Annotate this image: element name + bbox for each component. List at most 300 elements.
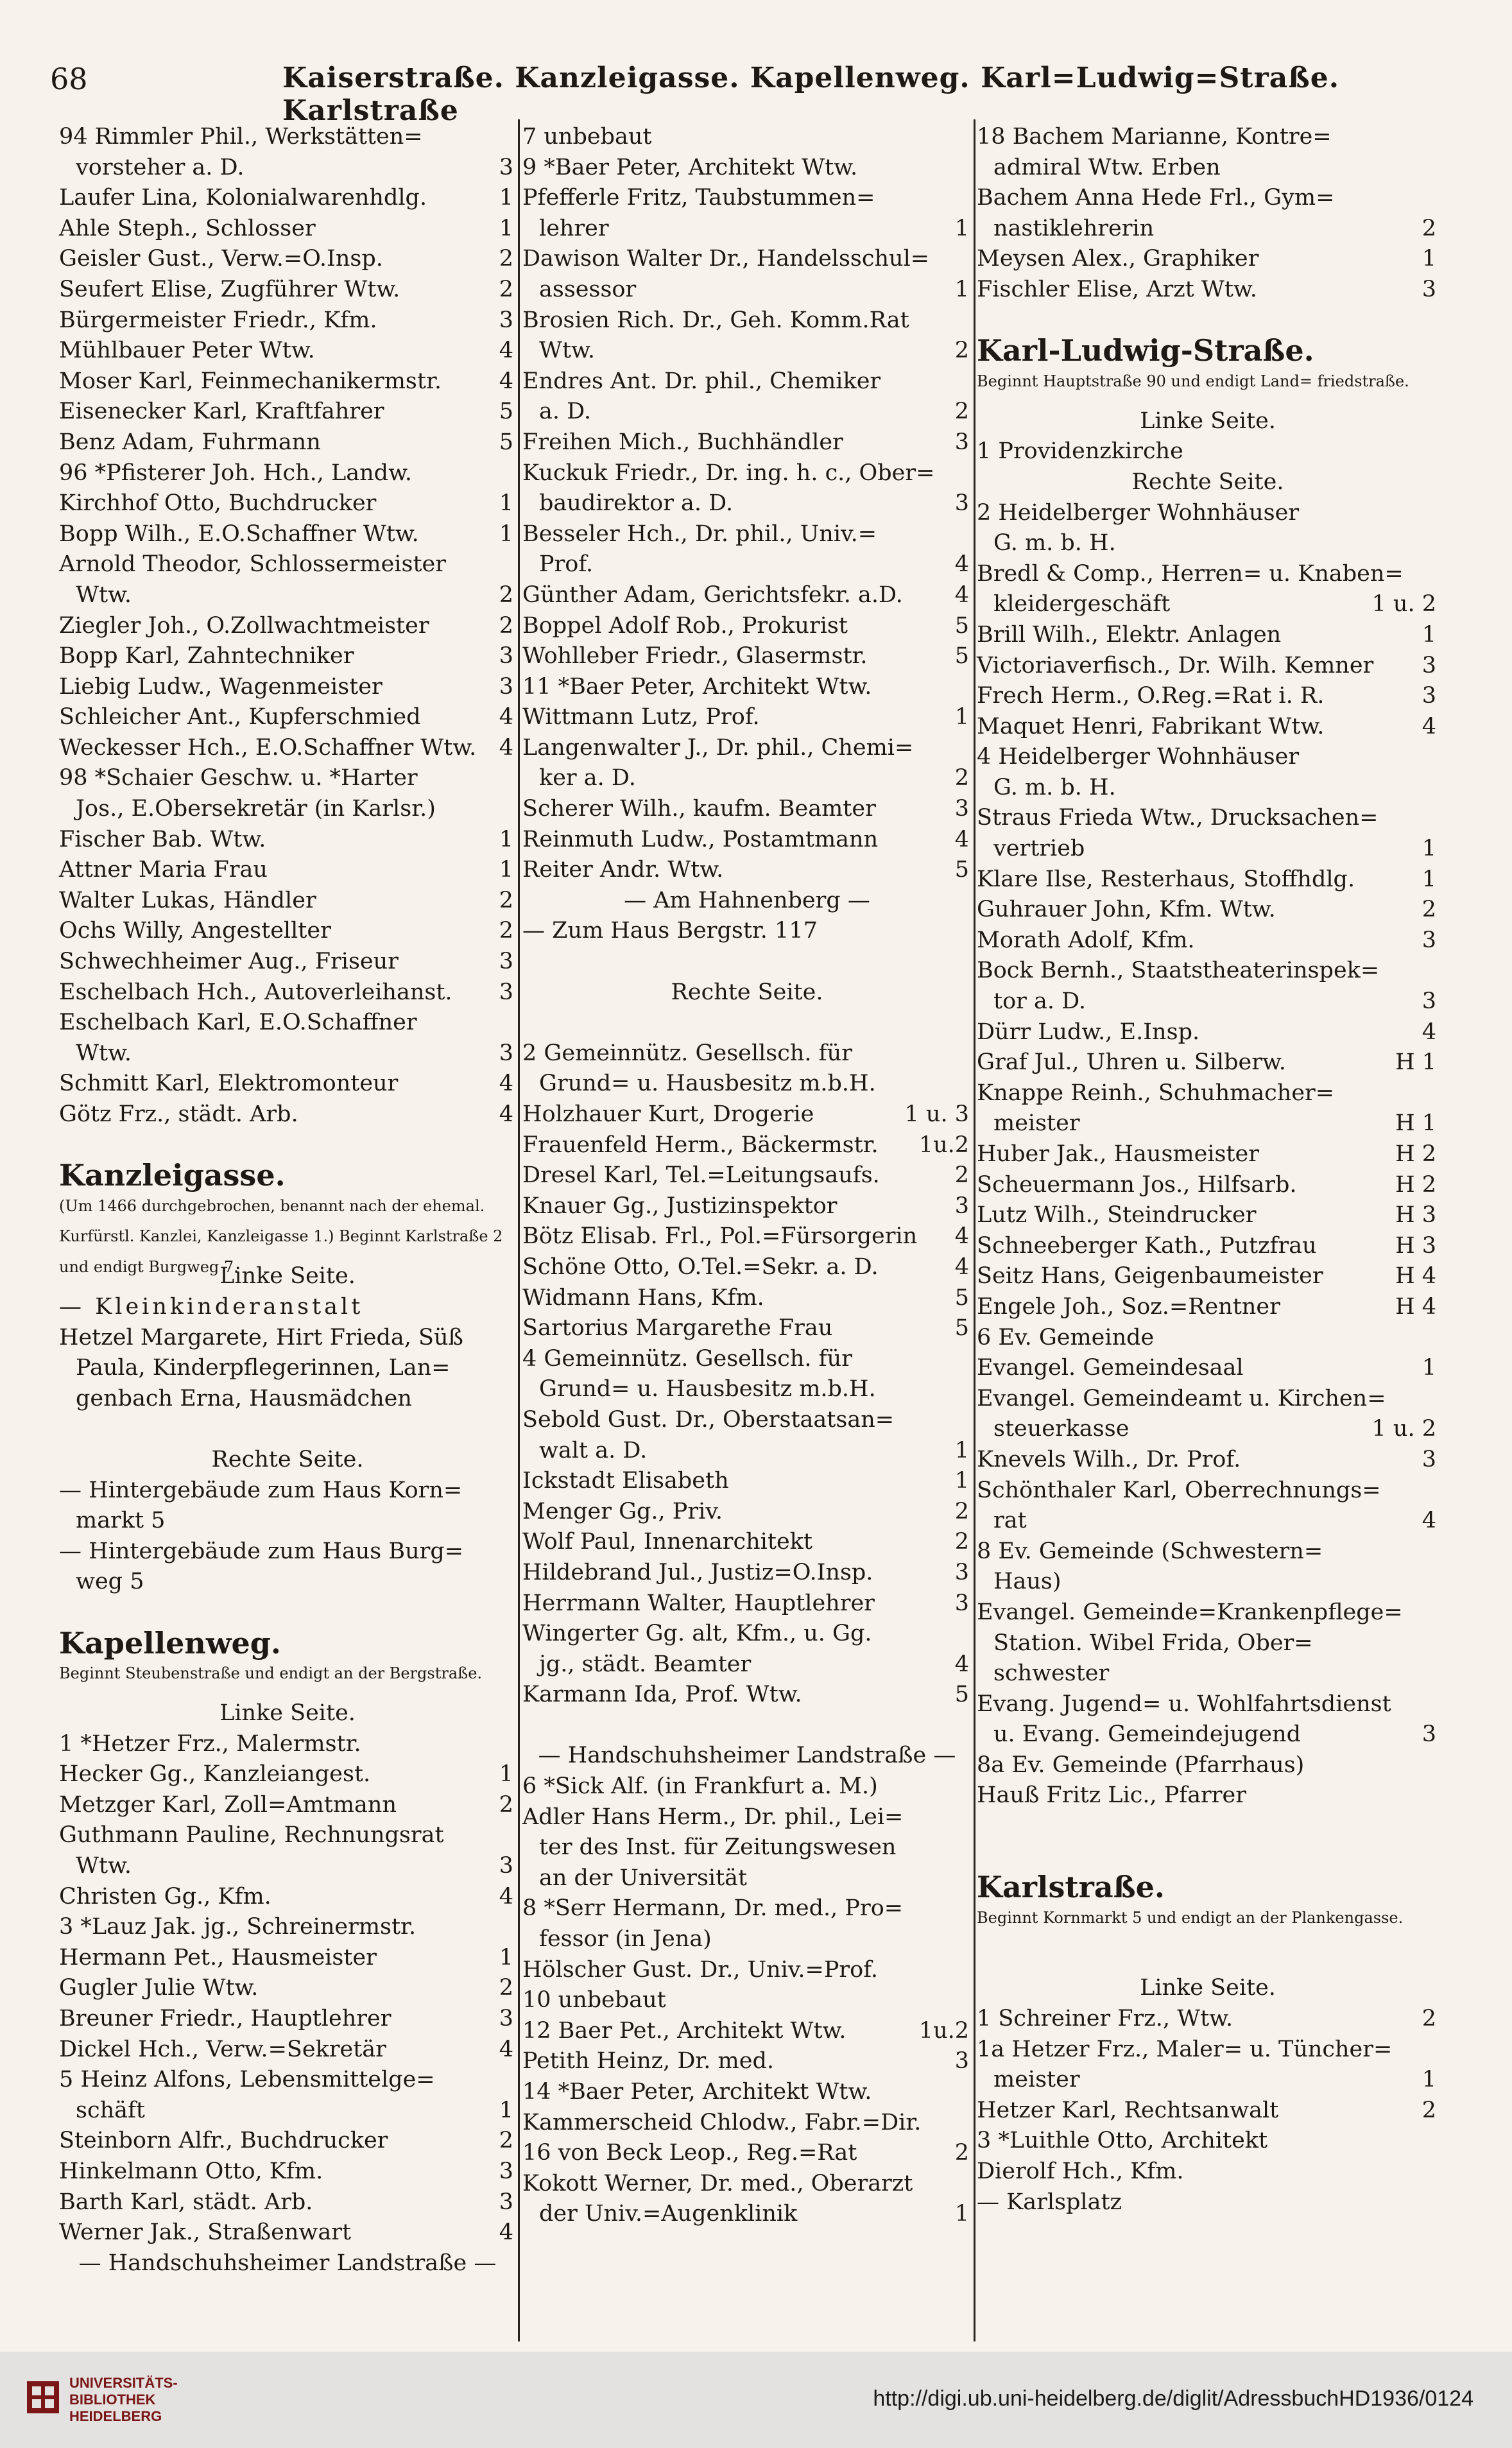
floor-number: 5 (499, 429, 513, 455)
entry-text: Schmitt Karl, Elektromonteur (59, 1071, 399, 1097)
street-heading (59, 1160, 516, 1191)
entry-text: Lutz Wilh., Steindrucker (977, 1202, 1257, 1228)
street-heading (59, 1625, 516, 1660)
directory-line (977, 559, 1439, 590)
floor-number: 5 (954, 643, 969, 669)
floor-number: H 2 (1395, 1141, 1436, 1167)
directory-line (977, 153, 1439, 184)
entry-text: Dresel Karl, Tel.=Leitungsaufs. (522, 1162, 880, 1189)
directory-line (522, 702, 972, 733)
directory-line (522, 1344, 972, 1375)
directory-line (522, 1650, 972, 1680)
floor-number: 1 (1422, 866, 1436, 892)
floor-number: 3 (499, 1040, 513, 1066)
directory-line (522, 1099, 972, 1130)
floor-number: 1u.2 (918, 2017, 969, 2044)
directory-line (977, 1414, 1439, 1445)
floor-number: 1 (954, 2201, 969, 2227)
entry-text: Breuner Friedr., Hauptlehrer (59, 2006, 391, 2032)
floor-number: 2 (1422, 2006, 1436, 2032)
floor-number: 1 (1422, 1355, 1436, 1381)
entry-text: Grund= u. Hausbesitz m.b.H. (539, 1071, 876, 1097)
entry-text: Menger Gg., Priv. (522, 1498, 723, 1524)
entry-text: weg 5 (76, 1569, 144, 1595)
directory-line (59, 1882, 516, 1913)
entry-text: Scherer Wilh., kaufm. Beamter (522, 796, 876, 822)
floor-number: 4 (954, 551, 969, 578)
directory-line (59, 855, 516, 886)
directory-line (977, 620, 1439, 651)
entry-text: u. Evang. Gemeindejugend (993, 1721, 1302, 1748)
floor-number: 3 (499, 949, 513, 975)
directory-line (59, 153, 516, 184)
entry-text: schäft (76, 2097, 145, 2123)
entry-text: Götz Frz., städt. Arb. (59, 1101, 298, 1127)
entry-text: Besseler Hch., Dr. phil., Univ.= (522, 521, 877, 547)
directory-line (59, 1008, 516, 1039)
entry-text: ter des Inst. für Zeitungswesen (539, 1834, 897, 1861)
directory-line (59, 427, 516, 458)
directory-line (977, 803, 1439, 834)
directory-line (977, 589, 1439, 620)
entry-text: Gugler Julie Wtw. (59, 1975, 259, 2001)
floor-number: 2 (499, 1791, 513, 1818)
entry-text: Kapellenweg. (59, 1625, 281, 1660)
entry-text: — Hintergebäude zum Haus Burg= (59, 1538, 464, 1564)
entry-text: Rechte Seite. (1131, 469, 1284, 495)
floor-number: 1 (499, 857, 513, 883)
entry-text: 14 *Baer Peter, Architekt Wtw. (522, 2079, 872, 2105)
entry-text: Bopp Wilh., E.O.Schaffner Wtw. (59, 521, 419, 547)
entry-text: 4 Heidelberger Wohnhäuser (977, 744, 1300, 770)
directory-line (977, 651, 1439, 682)
floor-number: 1 (499, 215, 513, 241)
library-name (69, 2375, 178, 2425)
directory-line (977, 926, 1439, 956)
directory-line (977, 498, 1439, 529)
directory-line (977, 865, 1439, 895)
entry-text: Grund= u. Hausbesitz m.b.H. (539, 1376, 876, 1402)
entry-text: der Univ.=Augenklinik (539, 2201, 798, 2227)
directory-line (522, 1069, 972, 1099)
entry-text: Bredl & Comp., Herren= u. Knaben= (977, 560, 1404, 587)
floor-number: 3 (499, 2189, 513, 2215)
directory-line (59, 1820, 516, 1851)
directory-line (977, 1139, 1439, 1170)
entry-text: Ziegler Joh., O.Zollwachtmeister (59, 612, 429, 639)
directory-line (59, 1759, 516, 1790)
directory-line (977, 436, 1439, 467)
entry-text: Bachem Anna Hede Frl., Gym= (977, 185, 1335, 211)
floor-number: 4 (954, 1223, 969, 1250)
directory-line (59, 458, 516, 489)
floor-number: H 4 (1395, 1263, 1436, 1289)
floor-number: 2 (1422, 2097, 1436, 2123)
floor-number: 4 (499, 2036, 513, 2062)
directory-line (977, 1292, 1439, 1323)
side-heading (59, 2248, 516, 2279)
entry-text: baudirektor a. D. (539, 490, 734, 517)
entry-text: 18 Bachem Marianne, Kontre= (977, 124, 1332, 150)
directory-line (522, 1589, 972, 1619)
entry-text: Metzger Karl, Zoll=Amtmann (59, 1791, 397, 1818)
entry-text: an der Universität (539, 1865, 748, 1891)
street-heading (977, 1872, 1439, 1903)
directory-line (522, 1619, 972, 1650)
entry-text: 1 Schreiner Frz., Wtw. (977, 2006, 1233, 2032)
floor-number: 1 (499, 2097, 513, 2123)
entry-text: Benz Adam, Fuhrmann (59, 429, 321, 455)
floor-number: 2 (954, 399, 969, 425)
directory-line (977, 1261, 1439, 1292)
directory-line (59, 122, 516, 153)
running-title: Kaiserstraße. Kanzleigasse. Kapellenweg. Karl=Ludwig=Straße. Karlstraße (282, 62, 1340, 127)
entry-text: — Hintergebäude zum Haus Korn= (59, 1477, 463, 1503)
entry-text: assessor (539, 276, 637, 302)
entry-text: Liebig Ludw., Wagenmeister (59, 673, 382, 700)
directory-line (59, 1323, 516, 1354)
floor-number: 1 (1422, 2067, 1436, 2093)
directory-line (522, 1008, 972, 1039)
entry-text: Paula, Kinderpflegerinnen, Lan= (76, 1355, 451, 1381)
floor-number: 1 (1422, 621, 1436, 648)
floor-number: 1 u. 2 (1371, 1416, 1436, 1442)
entry-text: Rechte Seite. (211, 1446, 364, 1472)
entry-text: Kirchhof Otto, Buchdrucker (59, 490, 377, 517)
directory-line (59, 519, 516, 550)
entry-text: Bock Bernh., Staatstheaterinspek= (977, 958, 1380, 984)
directory-line (977, 2187, 1439, 2218)
directory-line (977, 183, 1439, 214)
directory-line (522, 2108, 972, 2139)
directory-line (977, 1200, 1439, 1231)
entry-text: — Kleinkinderanstalt (59, 1293, 364, 1320)
directory-line (522, 733, 972, 764)
entry-text: Christen Gg., Kfm. (59, 1883, 271, 1909)
entry-text: Weckesser Hch., E.O.Schaffner Wtw. (59, 734, 477, 761)
entry-text: Schleicher Ant., Kupferschmied (59, 704, 421, 730)
entry-text: — Zum Haus Bergstr. 117 (522, 918, 818, 944)
side-heading (522, 978, 972, 1008)
floor-number: 1 (499, 1944, 513, 1970)
entry-text: kleidergeschäft (993, 591, 1171, 617)
entry-text: — Handschuhsheimer Landstraße — (78, 2250, 497, 2276)
entry-text: Fischler Elise, Arzt Wtw. (977, 276, 1257, 302)
entry-text: 3 *Luithle Otto, Architekt (977, 2128, 1268, 2154)
entry-text: Hermann Pet., Hausmeister (59, 1944, 377, 1970)
entry-text: G. m. b. H. (993, 774, 1116, 800)
floor-number: 2 (499, 582, 513, 608)
entry-text: nastiklehrerin (993, 215, 1155, 241)
floor-number: 4 (499, 2220, 513, 2246)
entry-text: 98 *Schaier Geschw. u. *Harter (59, 765, 418, 791)
entry-text: 1 Providenzkirche (977, 438, 1183, 465)
entry-text: Maquet Henri, Fabrikant Wtw. (977, 713, 1325, 739)
floor-number: 4 (499, 734, 513, 761)
directory-line (522, 1191, 972, 1222)
entry-text: Graf Jul., Uhren u. Silberw. (977, 1049, 1286, 1076)
directory-line (977, 681, 1439, 712)
directory-line (522, 488, 972, 519)
directory-line (977, 528, 1439, 559)
entry-text: ker a. D. (539, 765, 636, 791)
entry-text: Beginnt Hauptstraße 90 und endigt Land= friedstraße. (977, 372, 1409, 390)
directory-line (522, 1893, 972, 1924)
floor-number: 4 (499, 1101, 513, 1127)
entry-text: Schöne Otto, O.Tel.=Sekr. a. D. (522, 1254, 879, 1280)
floor-number: 2 (1422, 897, 1436, 923)
entry-text: Herrmann Walter, Hauptlehrer (522, 1590, 875, 1616)
entry-text: 11 *Baer Peter, Architekt Wtw. (522, 673, 872, 700)
entry-text: Karlstraße. (977, 1870, 1165, 1905)
entry-text: 6 Ev. Gemeinde (977, 1324, 1155, 1350)
entry-text: Mühlbauer Peter Wtw. (59, 338, 315, 364)
floor-number: 2 (499, 918, 513, 944)
footer-bar (0, 2352, 1512, 2448)
entry-text: Reinmuth Ludw., Postamtmann (522, 826, 879, 852)
floor-number: 3 (499, 979, 513, 1005)
entry-text: Ochs Willy, Angestellter (59, 918, 331, 944)
entry-text: Straus Frieda Wtw., Drucksachen= (977, 805, 1379, 831)
entry-text: Ickstadt Elisabeth (522, 1468, 729, 1494)
entry-text: Hetzel Margarete, Hirt Frieda, Süß (59, 1324, 463, 1350)
floor-number: 3 (1422, 652, 1436, 678)
directory-line (522, 122, 972, 153)
directory-line (522, 2169, 972, 2200)
directory-line (977, 306, 1439, 336)
entry-text: Langenwalter J., Dr. phil., Chemi= (522, 734, 914, 761)
directory-line (59, 336, 516, 366)
entry-text: Knappe Reinh., Schuhmacher= (977, 1080, 1335, 1106)
directory-line (977, 1811, 1439, 1842)
floor-number: 4 (499, 704, 513, 730)
floor-number: H 1 (1395, 1049, 1436, 1076)
directory-line (977, 122, 1439, 153)
floor-number: 4 (954, 826, 969, 852)
directory-line (977, 1231, 1439, 1262)
entry-text: Kuckuk Friedr., Dr. ing. h. c., Ober= (522, 460, 935, 486)
directory-line (522, 1802, 972, 1833)
floor-number: 2 (954, 1162, 969, 1189)
entry-text: Reiter Andr. Wtw. (522, 857, 724, 883)
source-url-link[interactable]: http://digi.ub.uni-heidelberg.de/diglit/AdressbuchHD1936/0124 (873, 2386, 1473, 2411)
directory-line (977, 1720, 1439, 1750)
entry-text: Hildebrand Jul., Justiz=O.Insp. (522, 1559, 873, 1585)
directory-line (522, 1130, 972, 1161)
entry-text: 7 unbebaut (522, 124, 652, 150)
directory-line (522, 2046, 972, 2077)
floor-number: 1u.2 (918, 1132, 969, 1158)
floor-number: 2 (499, 276, 513, 302)
entry-text: 3 *Lauz Jak. jg., Schreinermstr. (59, 1914, 417, 1940)
entry-text: Schneeberger Kath., Putzfrau (977, 1232, 1317, 1259)
directory-line (522, 306, 972, 336)
directory-line (59, 2187, 516, 2218)
directory-line (522, 1711, 972, 1741)
entry-text: steuerkasse (993, 1416, 1130, 1442)
directory-line (522, 1497, 972, 1528)
floor-number: 4 (954, 582, 969, 608)
floor-number: 5 (954, 612, 969, 639)
directory-line (59, 702, 516, 733)
side-heading (977, 467, 1439, 498)
directory-line (522, 1832, 972, 1863)
entry-text: Beginnt Steubenstraße und endigt an der Bergstraße. (59, 1664, 483, 1683)
directory-line (977, 1384, 1439, 1415)
floor-number: 5 (954, 1682, 969, 1708)
directory-line (59, 1384, 516, 1415)
directory-line (522, 214, 972, 245)
directory-line (59, 672, 516, 703)
side-heading (977, 1973, 1439, 2004)
column-rule (974, 119, 975, 2341)
entry-text: Eschelbach Hch., Autoverleihanst. (59, 979, 452, 1005)
floor-number: H 2 (1395, 1171, 1436, 1198)
directory-line (59, 1099, 516, 1130)
entry-text: Karmann Ida, Prof. Wtw. (522, 1682, 802, 1708)
page-header (0, 62, 1512, 127)
entry-text: Linke Seite. (219, 1263, 356, 1289)
floor-number: 2 (954, 765, 969, 791)
directory-line (522, 153, 972, 184)
entry-text: Wolf Paul, Innenarchitekt (522, 1529, 812, 1555)
directory-line (522, 549, 972, 580)
entry-text: 6 *Sick Alf. (in Frankfurt a. M.) (522, 1773, 878, 1800)
directory-line (59, 1973, 516, 2004)
entry-text: schwester (993, 1660, 1110, 1687)
entry-text: Station. Wibel Frida, Ober= (993, 1630, 1313, 1656)
directory-line (59, 916, 516, 947)
column-right (977, 122, 1439, 2218)
directory-line (522, 1955, 972, 1986)
directory-line (522, 947, 972, 978)
directory-line (977, 895, 1439, 926)
directory-line (59, 1069, 516, 1099)
entry-text: Guhrauer John, Kfm. Wtw. (977, 897, 1276, 923)
floor-number: 1 (954, 1437, 969, 1463)
floor-number: 3 (499, 1853, 513, 1879)
side-heading (59, 1698, 516, 1729)
column-rule (518, 119, 520, 2341)
floor-number: 1 (1422, 836, 1436, 862)
entry-text: Brosien Rich. Dr., Geh. Komm.Rat (522, 307, 909, 333)
entry-text: Wingerter Gg. alt, Kfm., u. Gg. (522, 1621, 872, 1647)
entry-text: Linke Seite. (1140, 1975, 1276, 2001)
entry-text: Huber Jak., Hausmeister (977, 1141, 1259, 1167)
floor-number: 5 (954, 857, 969, 883)
directory-line (59, 886, 516, 917)
directory-line (977, 2035, 1439, 2065)
directory-line (522, 458, 972, 489)
directory-line (59, 1476, 516, 1506)
floor-number: 4 (1422, 713, 1436, 739)
entry-text: — Handschuhsheimer Landstraße — (538, 1743, 956, 1769)
directory-line (977, 1170, 1439, 1201)
floor-number: 3 (1422, 927, 1436, 953)
entry-text: (Um 1466 durchgebrochen, benannt nach der ehemal. Kurfürstl. Kanzlei, Kanzleigasse 1.) Beginnt Karlstraße 2 und endigt Burgweg 7. (59, 1196, 503, 1276)
entry-text: Klare Ilse, Resterhaus, Stoffhdlg. (977, 866, 1355, 892)
entry-text: rat (993, 1508, 1027, 1534)
floor-number: 4 (499, 368, 513, 394)
directory-line (59, 244, 516, 275)
floor-number: 3 (1422, 1721, 1436, 1748)
entry-text: admiral Wtw. Erben (993, 154, 1221, 180)
entry-text: Frauenfeld Herm., Bäckermstr. (522, 1132, 879, 1158)
directory-line (977, 1506, 1439, 1537)
directory-line (522, 1252, 972, 1283)
directory-line (977, 987, 1439, 1017)
floor-number: H 3 (1395, 1202, 1436, 1228)
entry-text: Dürr Ludw., E.Insp. (977, 1019, 1200, 1045)
directory-line (59, 183, 516, 214)
entry-text: lehrer (539, 215, 609, 241)
entry-text: Pfefferle Fritz, Taubstummen= (522, 185, 875, 211)
floor-number: 2 (954, 1529, 969, 1555)
entry-text: — Am Hahnenberg — (624, 887, 870, 913)
directory-line (59, 825, 516, 856)
directory-line (522, 397, 972, 427)
floor-number: 3 (499, 673, 513, 700)
directory-line (522, 672, 972, 703)
directory-line (977, 1537, 1439, 1567)
directory-line (59, 1353, 516, 1384)
entry-text: tor a. D. (993, 988, 1087, 1015)
directory-line (977, 1476, 1439, 1506)
directory-line (977, 1567, 1439, 1598)
floor-number: 3 (1422, 276, 1436, 302)
floor-number: 3 (954, 490, 969, 517)
entry-text: Knauer Gg., Justizinspektor (522, 1193, 838, 1219)
directory-line (522, 1313, 972, 1344)
floor-number: 4 (954, 1254, 969, 1280)
directory-line (522, 244, 972, 275)
entry-text: Eisenecker Karl, Kraftfahrer (59, 399, 384, 425)
entry-text: Beginnt Kornmarkt 5 und endigt an der Plankengasse. (977, 1908, 1404, 1927)
entry-text: Attner Maria Frau (59, 857, 268, 883)
floor-number: 2 (499, 246, 513, 272)
entry-text: Wittmann Lutz, Prof. (522, 704, 760, 730)
entry-text: 8a Ev. Gemeinde (Pfarrhaus) (977, 1752, 1305, 1778)
entry-text: Dickel Hch., Verw.=Sekretär (59, 2036, 386, 2062)
directory-line (522, 825, 972, 856)
entry-text: Walter Lukas, Händler (59, 887, 316, 913)
entry-text: Günther Adam, Gerichtsfekr. a.D. (522, 582, 903, 608)
entry-text: vertrieb (993, 836, 1085, 862)
directory-line (522, 1436, 972, 1467)
entry-text: Hetzer Karl, Rechtsanwalt (977, 2097, 1279, 2123)
directory-line (977, 1353, 1439, 1384)
directory-line (522, 916, 972, 947)
entry-text: Boppel Adolf Rob., Prokurist (522, 612, 848, 639)
directory-line (59, 2157, 516, 2187)
directory-line (59, 1943, 516, 1974)
entry-text: Wtw. (76, 1853, 132, 1879)
directory-line (977, 244, 1439, 275)
directory-line (522, 580, 972, 611)
entry-text: Hecker Gg., Kanzleiangest. (59, 1761, 371, 1788)
entry-text: Schönthaler Karl, Oberrechnungs= (977, 1477, 1381, 1503)
directory-line (977, 2096, 1439, 2126)
directory-line (59, 1851, 516, 1882)
floor-number: 4 (499, 1071, 513, 1097)
street-description (59, 1659, 516, 1698)
column-left (59, 122, 516, 2279)
floor-number: 2 (954, 2140, 969, 2166)
entry-text: Sebold Gust. Dr., Oberstaatsan= (522, 1406, 895, 1433)
directory-line (522, 427, 972, 458)
directory-line (977, 2157, 1439, 2187)
directory-line (522, 2077, 972, 2108)
